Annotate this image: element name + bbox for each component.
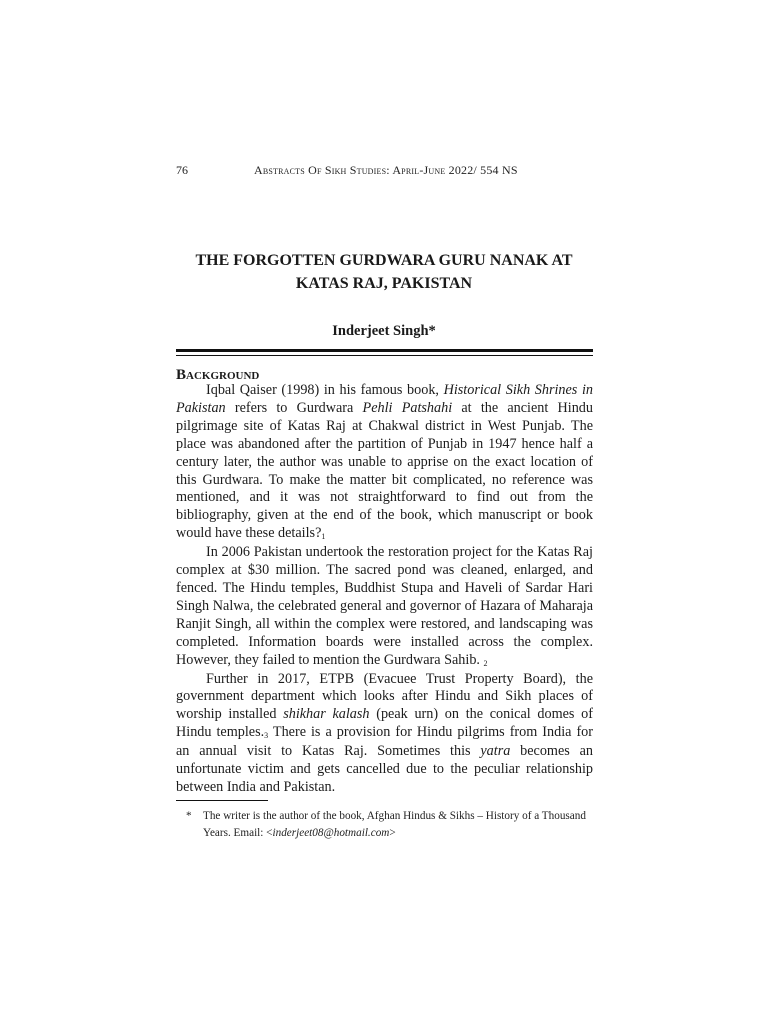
p1-text-a: Iqbal Qaiser (1998) in his famous book, [206,382,444,398]
term-shikhar-kalash: shikhar kalash [283,706,370,723]
p2-text: In 2006 Pakistan undertook the restoration project for the Katas Raj complex at $30 million. The sacred pond was cleaned, enlarged, and fenced. The Hindu temples, Buddhist Stupa and Haveli of Sardar Hari Singh Nalwa, the celebrated general and governor of Hazara of Maharaja Ranjit Singh, all within the complex were restored, and landscaping was completed. Information boards were installed across the complex. However, they failed to mention the Gurdwara Sahib. [176,544,593,668]
article-title [150,249,618,295]
book-title: Historical Sikh Shrines in Pakistan [176,382,593,416]
p1-text-b: refers to Gurdwara [225,399,363,416]
term-yatra: yatra [480,743,511,760]
title-line-1: THE FORGOTTEN GURDWARA GURU NANAK AT [195,252,573,269]
footnote-divider [176,800,268,801]
footnote-ref-2: 2 [483,658,488,668]
footnote-text [203,808,586,842]
title-divider-thin [176,355,593,356]
footnote-mark: * [186,810,192,822]
p1-text-c: at the ancient Hindu pilgrimage site of Katas Raj at Chakwal district in West Punjab. The place was abandoned after the partition of Punjab in 1947 hence half a century later, the author was unable to apprise on the exact location of this Gurdwara. To make the matter bit complicated, no reference was mentioned, and it was not straightforward to find out from the bibliography, given at the end of the book, which manuscript or book would have these details? [176,399,593,542]
gurdwara-name: Pehli Patshahi [362,399,453,416]
title-line-2: KATAS RAJ, PAKISTAN [295,275,473,292]
paragraph-2 [176,544,593,670]
footnote [186,808,586,842]
footnote-ref-3: 3 [264,731,269,741]
paragraph-3 [176,671,593,797]
p3-text-d: becomes an unfortunate victim and gets cancelled due to the peculiar relationship between India and Pakistan. [176,743,593,795]
page-number: 76 [176,163,188,177]
p3-text-c: There is a provision for Hindu pilgrims from India for an annual visit to Katas Raj. Sometimes this [176,724,593,760]
author-name: Inderjeet Singh* [332,323,436,339]
footnote-ref-1: 1 [321,532,326,542]
journal-title: Abstracts Of Sikh Studies: April-June 2022/ 554 NS [254,163,518,177]
footnote-body: The writer is the author of the book, Afghan Hindus & Sikhs – History of a Thousand Years. Email: < [203,810,586,839]
paragraph-1 [176,382,593,544]
p3-text-b: (peak urn) on the conical domes of Hindu temples. [176,706,593,741]
footnote-end: > [389,827,396,839]
author-email: inderjeet08@hotmail.com [272,827,390,839]
p3-text-a: Further in 2017, ETPB (Evacuee Trust Property Board), the government department which looks after Hindu and Sikh places of worship installed [176,670,593,723]
article-body [176,382,593,797]
title-divider-thick [176,349,593,352]
section-heading: Background [176,367,260,383]
